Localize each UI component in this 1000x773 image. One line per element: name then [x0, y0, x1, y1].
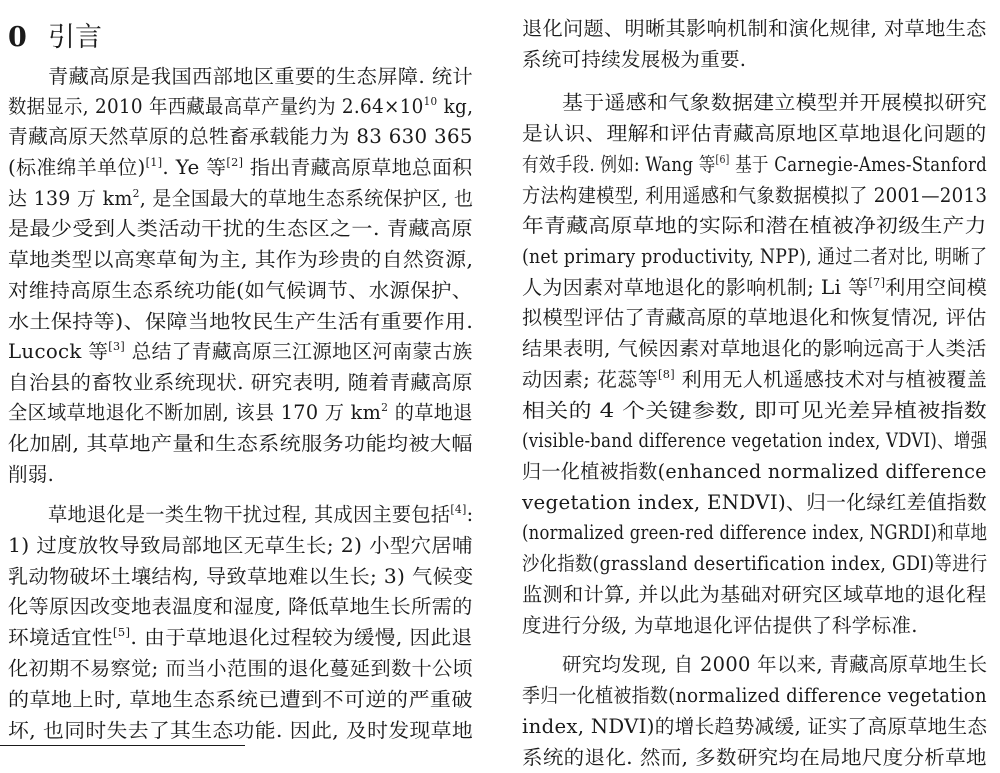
text-line — [522, 119, 987, 149]
text-run: index, NDVI)的增长趋势减缓, 证实了高原草地生态 — [522, 715, 988, 738]
text-line — [8, 214, 473, 244]
text-run: 是最少受到人类活动干扰的生态区之一. 青藏高原 — [8, 217, 473, 240]
text-run: 草地类型以高寒草甸为主, 其作为珍贵的自然资源, — [8, 248, 474, 271]
text-run: 数据显示, 2010 年西藏最高草产量约为 2.64×10 — [8, 95, 424, 118]
text-line — [8, 337, 473, 367]
text-line — [8, 368, 473, 398]
text-run: : — [466, 503, 474, 526]
text-line — [8, 153, 473, 183]
citation-superscript: [1] — [145, 156, 163, 169]
citation-superscript: [6] — [715, 153, 730, 166]
text-run: 化初期不易察觉; 而当小范围的退化蔓延到数十公顷 — [8, 657, 473, 680]
text-line — [8, 429, 473, 459]
text-line — [8, 245, 474, 275]
text-run: 总结了青藏高原三江源地区河南蒙古族 — [125, 340, 473, 363]
text-run: 相关的 4 个关键参数, 即可见光差异植被指数 — [522, 399, 988, 422]
citation-superscript: 2 — [381, 401, 389, 414]
text-run: 的草地退 — [388, 401, 473, 424]
text-line — [522, 426, 1000, 456]
text-line — [522, 396, 988, 426]
text-run: 水土保持等)、保障当地牧民生产生活有重要作用. — [8, 310, 474, 333]
text-line — [522, 549, 1000, 579]
text-line — [522, 365, 988, 395]
text-line — [8, 716, 474, 746]
text-run: 1) 过度放牧导致局部地区无草生长; 2) 小型穴居哺 — [8, 534, 473, 557]
text-line — [8, 92, 501, 122]
text-line — [8, 307, 474, 337]
text-run: 研究均发现, 自 2000 年以来, 青藏高原草地生长 — [562, 653, 988, 676]
text-run: 拟模型评估了青藏高原的草地退化和恢复情况, 评估 — [522, 306, 987, 329]
text-line — [8, 654, 473, 684]
text-line — [522, 45, 746, 75]
text-run: kg, — [437, 95, 474, 118]
text-run: 对维持高原生态系统功能(如气候调节、水源保护、 — [8, 279, 473, 302]
citation-superscript: [3] — [108, 340, 126, 353]
text-line — [522, 242, 1000, 272]
footnote-rule — [0, 745, 245, 746]
text-run: 自治县的畜牧业系统现状. 研究表明, 随着青藏高原 — [8, 371, 473, 394]
text-run: 乳动物破坏土壤结构, 导致草地难以生长; 3) 气候变 — [8, 565, 474, 588]
text-run: (net primary productivity, NPP), 通过二者对比, 明晰了 — [522, 245, 988, 268]
section-number: 0 — [8, 22, 27, 53]
text-run: 基于 Carnegie-Ames-Stanford — [729, 153, 988, 176]
text-run: Lucock 等 — [8, 340, 109, 363]
text-run: 结果表明, 气候因素对草地退化的影响远高于人类活 — [522, 337, 987, 360]
text-run: 化加剧, 其草地产量和生态系统服务功能均被大幅 — [8, 432, 473, 455]
text-line — [522, 712, 988, 742]
section-title: 引言 — [48, 22, 102, 53]
text-run: . Ye 等 — [162, 156, 227, 179]
text-line — [8, 398, 480, 428]
text-line — [562, 650, 988, 680]
text-run: 度进行分级, 为草地退化评估提供了科学标准. — [522, 614, 918, 637]
text-line — [48, 500, 480, 530]
text-run: 削弱. — [8, 463, 55, 486]
text-line — [522, 457, 997, 487]
text-run: 是认识、理解和评估青藏高原地区草地退化问题的 — [522, 122, 987, 145]
text-line — [8, 276, 473, 306]
text-line — [522, 303, 987, 333]
text-run: 系统的退化. 然而, 多数研究均在局地尺度分析草地 — [522, 746, 987, 769]
text-run: 全区域草地退化不断加剧, 该县 170 万 km — [8, 401, 382, 424]
text-line — [522, 334, 987, 364]
text-run: 季归一化植被指数(normalized difference vegetation — [522, 684, 987, 707]
text-line — [522, 518, 1000, 548]
text-run: 有效手段. 例如: Wang 等 — [522, 153, 716, 176]
text-run: 化等原因改变地表温度和湿度, 降低草地生长所需的 — [8, 595, 473, 618]
text-line — [562, 88, 988, 118]
citation-superscript: [7] — [868, 276, 886, 289]
text-line — [522, 150, 1000, 180]
citation-superscript: 2 — [132, 187, 140, 200]
text-run: 沙化指数(grassland desertification index, GDI)等进行 — [522, 552, 988, 575]
citation-superscript: [8] — [657, 368, 675, 381]
text-run: (visible-band difference vegetation index, VDVI)、增强 — [522, 429, 988, 452]
text-run: 退化问题、明晰其影响机制和演化规律, 对草地生态 — [522, 17, 987, 40]
text-run: vegetation index, ENDVI)、归一化绿红差值指数 — [522, 491, 988, 514]
text-line — [522, 181, 1000, 211]
text-run: 指出青藏高原草地总面积 — [243, 156, 473, 179]
text-run: 基于遥感和气象数据建立模型并开展模拟研究 — [562, 91, 988, 114]
text-line — [8, 184, 486, 214]
text-run: 监测和计算, 并以此为基础对研究区域草地的退化程 — [522, 583, 987, 606]
text-line — [8, 460, 54, 490]
text-run: , 是全国最大的草地生态系统保护区, 也 — [139, 187, 474, 210]
text-run: 利用无人机遥感技术对与植被覆盖 — [674, 368, 988, 391]
text-run: 年青藏高原草地的实际和潜在植被净初级生产力 — [522, 214, 987, 237]
text-line — [522, 14, 987, 44]
text-run: . 由于草地退化过程较为缓慢, 因此退 — [130, 626, 473, 649]
text-line — [8, 122, 473, 152]
text-line — [522, 580, 987, 610]
text-run: 草地退化是一类生物干扰过程, 其成因主要包括 — [48, 503, 451, 526]
text-run: (标准绵羊单位) — [8, 156, 146, 179]
text-line — [8, 685, 473, 715]
citation-superscript: [4] — [450, 503, 467, 516]
text-run: 环境适宜性 — [8, 626, 113, 649]
text-run: 方法构建模型, 利用遥感和气象数据模拟了 2001—2013 — [522, 184, 988, 207]
text-line — [8, 562, 474, 592]
citation-superscript: [2] — [226, 156, 244, 169]
text-line — [522, 743, 987, 773]
text-run: 达 139 万 km — [8, 187, 133, 210]
text-line — [522, 273, 988, 303]
text-line — [522, 488, 988, 518]
text-run: 利用空间模 — [885, 276, 988, 299]
text-run: 归一化植被指数(enhanced normalized difference — [522, 460, 987, 483]
text-run: 动因素; 花蕊等 — [522, 368, 658, 391]
text-run: 青藏高原天然草原的总牲畜承载能力为 83 630 365 — [8, 125, 473, 148]
text-line — [522, 611, 918, 641]
text-line — [8, 531, 473, 561]
text-run: 系统可持续发展极为重要. — [522, 48, 747, 71]
text-line — [522, 681, 1000, 711]
text-line — [48, 62, 473, 92]
text-run: 的草地上时, 草地生态系统已遭到不可逆的严重破 — [8, 688, 473, 711]
text-run: 坏, 也同时失去了其生态功能. 因此, 及时发现草地 — [8, 719, 474, 742]
citation-superscript: [5] — [112, 626, 131, 639]
citation-superscript: 10 — [423, 95, 438, 108]
text-line — [8, 623, 473, 653]
text-run: (normalized green-red difference index, NGRDI)和草地 — [522, 521, 988, 544]
text-line — [522, 211, 987, 241]
text-line — [8, 592, 473, 622]
text-run: 人为因素对草地退化的影响机制; Li 等 — [522, 276, 869, 299]
text-run: 青藏高原是我国西部地区重要的生态屏障. 统计 — [48, 65, 473, 88]
section-heading — [8, 18, 468, 58]
